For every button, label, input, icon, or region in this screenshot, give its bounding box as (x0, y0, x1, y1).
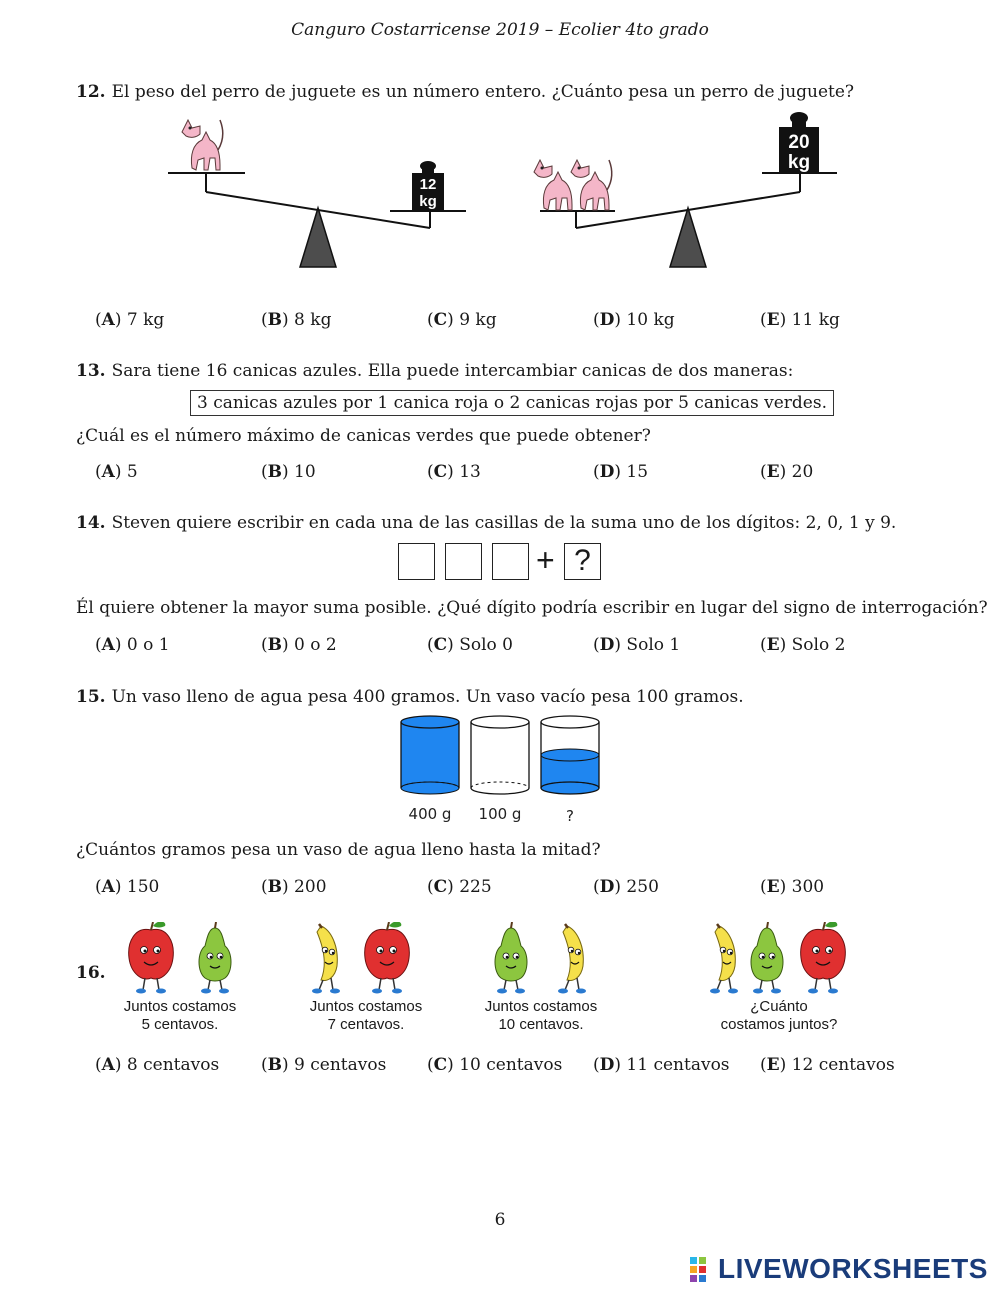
dog-icon (571, 160, 612, 210)
q16-caption-1: Juntos costamos 5 centavos. (123, 998, 237, 1033)
pear-icon (495, 922, 527, 994)
q13-option-b[interactable]: (B) 10 (261, 462, 316, 482)
digit-box-question[interactable]: ? (564, 543, 601, 580)
fulcrum-left (300, 208, 336, 267)
q15-glasses-figure (395, 712, 610, 827)
q13-question: ¿Cuál es el número máximo de canicas verdes que puede obtener? (76, 426, 651, 446)
q14-number: 14. (76, 513, 106, 533)
glass-empty-label: 100 g (478, 805, 522, 823)
fulcrum-right (670, 208, 706, 267)
q16-option-e[interactable]: (E) 12 centavos (760, 1055, 895, 1075)
glass-half-label: ? (566, 807, 574, 825)
apple-icon (365, 922, 410, 994)
digit-box-1[interactable] (398, 543, 435, 580)
q13-number: 13. (76, 361, 106, 381)
q16-caption-3: Juntos costamos 10 centavos. (484, 998, 598, 1033)
q13-option-c[interactable]: (C) 13 (427, 462, 481, 482)
q15-option-a[interactable]: (A) 150 (95, 877, 160, 897)
pear-icon (199, 922, 231, 994)
q14-option-c[interactable]: (C) Solo 0 (427, 635, 513, 655)
q16-fruit-figure (115, 922, 865, 994)
q12-number: 12. (76, 82, 106, 102)
banana-icon (312, 924, 340, 994)
q13-exchange-rule: 3 canicas azules por 1 canica roja o 2 canicas rojas por 5 canicas verdes. (190, 390, 834, 416)
q16-caption-4: ¿Cuánto costamos juntos? (720, 998, 838, 1033)
q16-option-c[interactable]: (C) 10 centavos (427, 1055, 563, 1075)
weight-12kg-unit: kg (419, 193, 437, 210)
liveworksheets-logo-icon (690, 1257, 716, 1283)
dog-icon (182, 120, 223, 170)
q14-option-a[interactable]: (A) 0 o 1 (95, 635, 170, 655)
glass-empty (471, 716, 529, 794)
liveworksheets-brand[interactable]: LIVEWORKSHEETS (718, 1253, 988, 1284)
q13-text: Sara tiene 16 canicas azules. Ella puede intercambiar canicas de dos maneras: (111, 361, 794, 381)
q16-caption-2: Juntos costamos 7 centavos. (309, 998, 423, 1033)
digit-box-2[interactable] (445, 543, 482, 580)
q15-option-b[interactable]: (B) 200 (261, 877, 327, 897)
dog-icon (534, 160, 572, 210)
banana-icon (710, 924, 738, 994)
q16-option-d[interactable]: (D) 11 centavos (593, 1055, 730, 1075)
q15-number: 15. (76, 687, 106, 707)
q12-option-e[interactable]: (E) 11 kg (760, 310, 840, 330)
q15-text: Un vaso lleno de agua pesa 400 gramos. Un vaso vacío pesa 100 gramos. (111, 687, 744, 707)
q13-option-e[interactable]: (E) 20 (760, 462, 814, 482)
q14-question: Él quiere obtener la mayor suma posible. ¿Qué dígito podría escribir en lugar del signo de interrogación? (76, 598, 988, 618)
q14-statement (76, 513, 896, 533)
apple-icon (801, 922, 846, 994)
page-number: 6 (494, 1210, 506, 1230)
q15-option-c[interactable]: (C) 225 (427, 877, 492, 897)
q12-option-a[interactable]: (A) 7 kg (95, 310, 165, 330)
q12-option-c[interactable]: (C) 9 kg (427, 310, 497, 330)
glass-full-label: 400 g (408, 805, 452, 823)
q15-option-e[interactable]: (E) 300 (760, 877, 825, 897)
q12-option-d[interactable]: (D) 10 kg (593, 310, 675, 330)
weight-20kg-unit: kg (787, 152, 811, 173)
q14-option-d[interactable]: (D) Solo 1 (593, 635, 681, 655)
page-header: Canguro Costarricense 2019 – Ecolier 4to grado (291, 20, 709, 40)
q12-text: El peso del perro de juguete es un número entero. ¿Cuánto pesa un perro de juguete? (111, 82, 855, 102)
pear-icon (751, 922, 783, 994)
weight-12kg (412, 161, 444, 210)
q15-statement (76, 687, 744, 707)
digit-box-3[interactable] (492, 543, 529, 580)
weight-12kg-value: 12 (419, 176, 437, 193)
weight-20kg (779, 112, 819, 173)
balance-left (168, 120, 466, 267)
glass-full (401, 716, 459, 794)
plus-sign: + (536, 542, 555, 578)
q14-option-b[interactable]: (B) 0 o 2 (261, 635, 337, 655)
q13-statement (76, 361, 793, 381)
q13-option-a[interactable]: (A) 5 (95, 462, 138, 482)
q12-balance-figure (160, 110, 850, 275)
apple-icon (129, 922, 174, 994)
weight-20kg-value: 20 (788, 132, 810, 153)
q14-option-e[interactable]: (E) Solo 2 (760, 635, 846, 655)
glass-half (541, 716, 599, 794)
banana-icon (558, 924, 586, 994)
q16-number: 16. (76, 963, 106, 983)
balance-right (534, 112, 837, 267)
q16-option-b[interactable]: (B) 9 centavos (261, 1055, 387, 1075)
q12-statement (76, 82, 854, 102)
q14-text: Steven quiere escribir en cada una de las casillas de la suma uno de los dígitos: 2, 0, 1 y 9. (111, 513, 897, 533)
q13-option-d[interactable]: (D) 15 (593, 462, 649, 482)
q15-question: ¿Cuántos gramos pesa un vaso de agua lleno hasta la mitad? (76, 840, 601, 860)
q12-option-b[interactable]: (B) 8 kg (261, 310, 332, 330)
q15-option-d[interactable]: (D) 250 (593, 877, 659, 897)
q16-option-a[interactable]: (A) 8 centavos (95, 1055, 220, 1075)
